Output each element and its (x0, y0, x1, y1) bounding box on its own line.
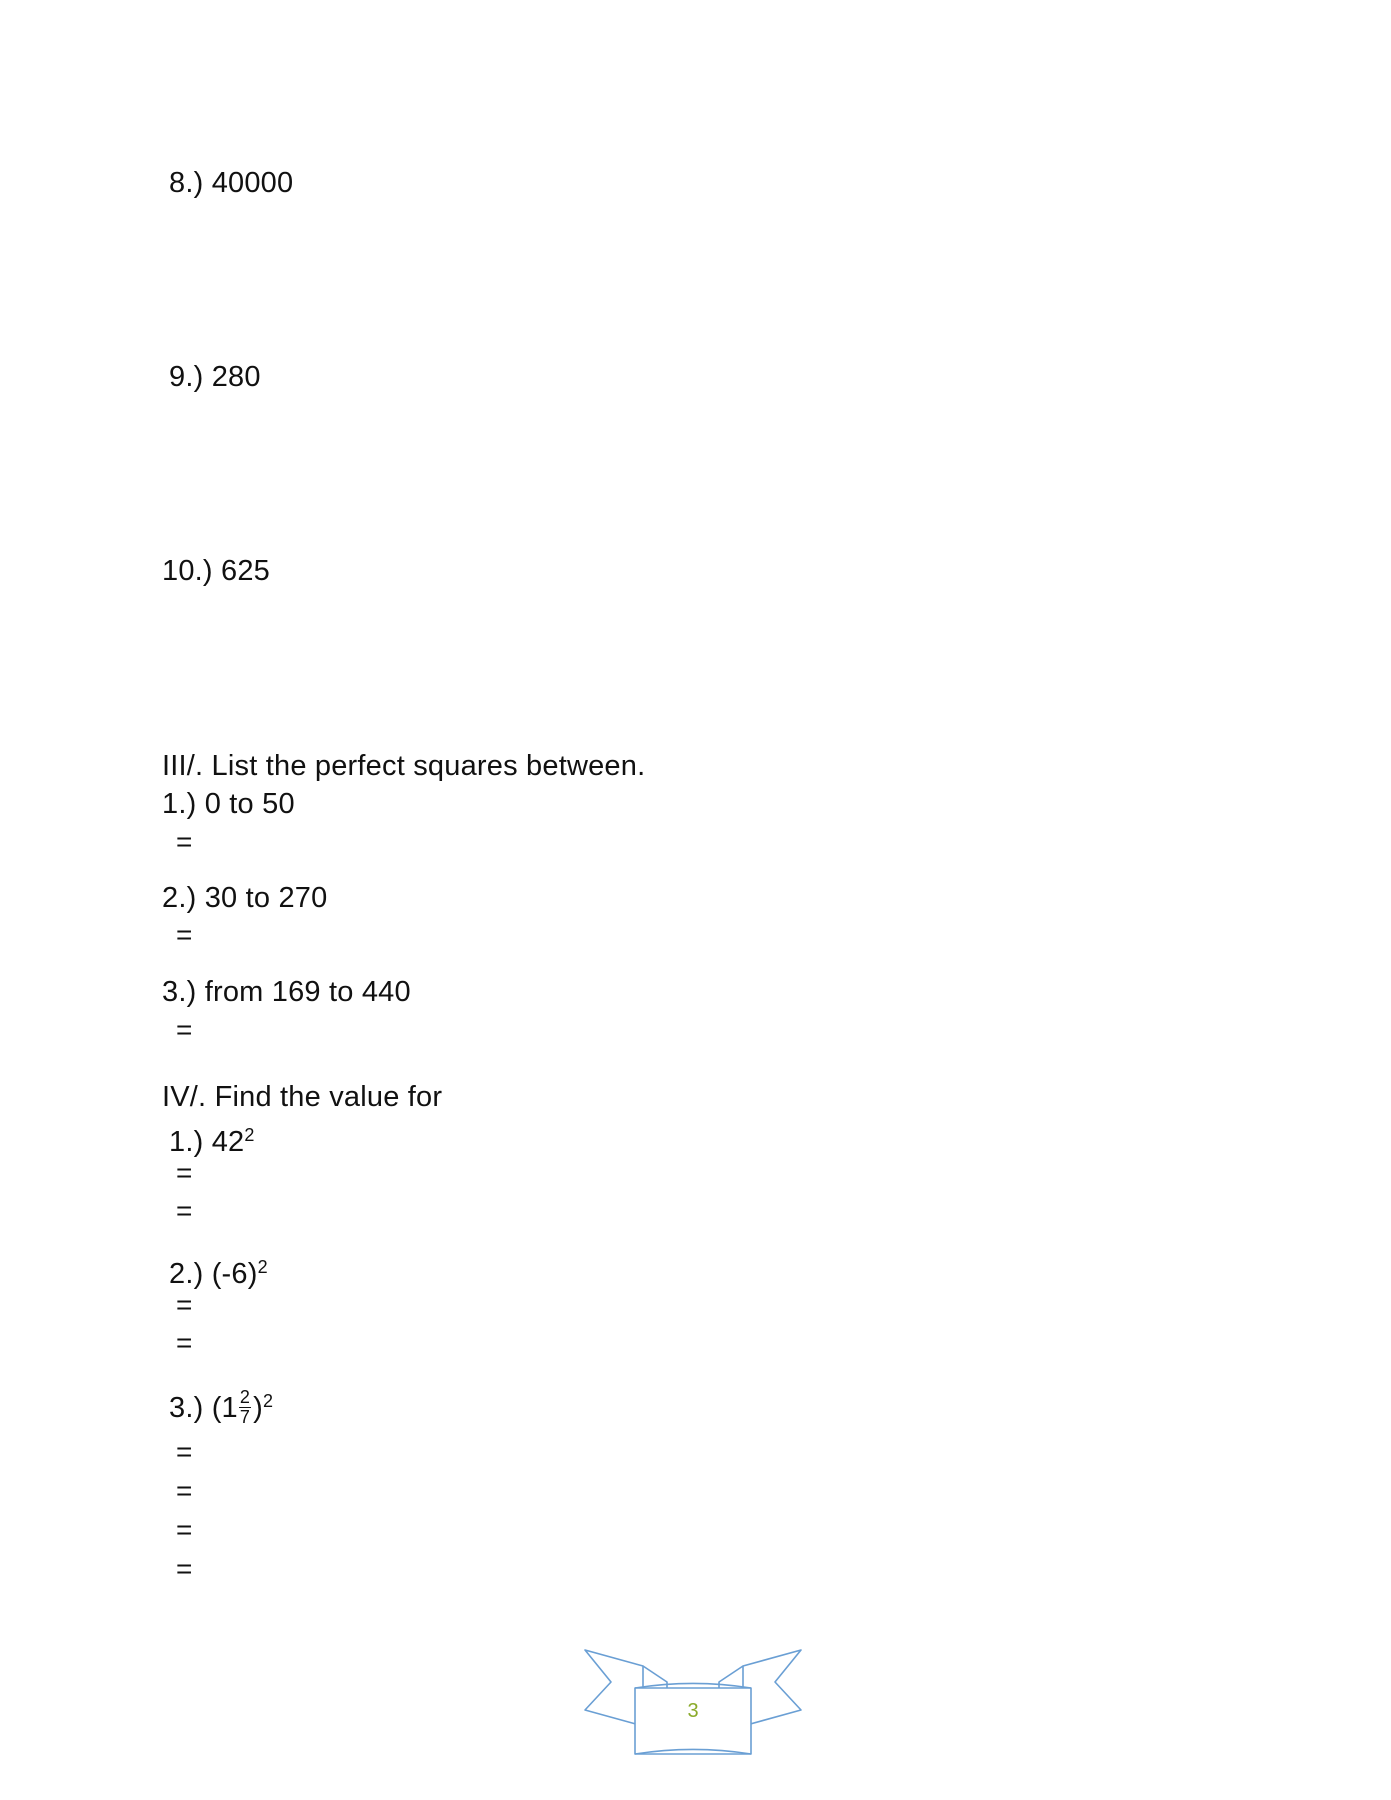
page-number-banner (583, 1648, 803, 1760)
question-1-exponent: 2 (244, 1125, 255, 1145)
question-3-suffix: ) (253, 1392, 263, 1424)
item-9: 9.) 280 (169, 361, 261, 393)
section-4-heading: IV/. Find the value for (162, 1081, 443, 1113)
section-3-heading: III/. List the perfect squares between. (162, 750, 646, 782)
item-8: 8.) 40000 (169, 167, 294, 199)
question-3-exponent: 2 (262, 1391, 274, 1411)
equals-line: = (176, 1553, 193, 1584)
question-3-prefix: 3.) (1 (169, 1392, 238, 1424)
equals-line: = (176, 1475, 193, 1506)
fraction-numerator: 2 (239, 1386, 251, 1407)
equals-line: = (176, 919, 193, 950)
section-3-question-2: 2.) 30 to 270 (162, 882, 328, 914)
page-number: 3 (687, 1700, 699, 1722)
equals-line: = (176, 1514, 193, 1545)
mixed-fraction (239, 1388, 251, 1427)
question-1-base: 1.) 42 (169, 1126, 245, 1158)
item-10: 10.) 625 (162, 555, 271, 587)
equals-line: = (176, 1014, 193, 1045)
section-3-question-3: 3.) from 169 to 440 (162, 976, 411, 1008)
section-3-question-1: 1.) 0 to 50 (162, 788, 295, 820)
equals-line: = (176, 1327, 193, 1358)
section-4-question-1 (169, 1118, 255, 1159)
section-4-question-3 (169, 1384, 273, 1429)
equals-line: = (176, 1195, 193, 1226)
equals-line: = (176, 826, 193, 857)
section-4-question-2 (169, 1250, 268, 1291)
question-2-exponent: 2 (257, 1257, 268, 1277)
equals-line: = (176, 1436, 193, 1467)
equals-line: = (176, 1157, 193, 1188)
question-2-base: 2.) (-6) (169, 1258, 258, 1290)
equals-line: = (176, 1289, 193, 1320)
fraction-denominator: 7 (239, 1406, 251, 1427)
